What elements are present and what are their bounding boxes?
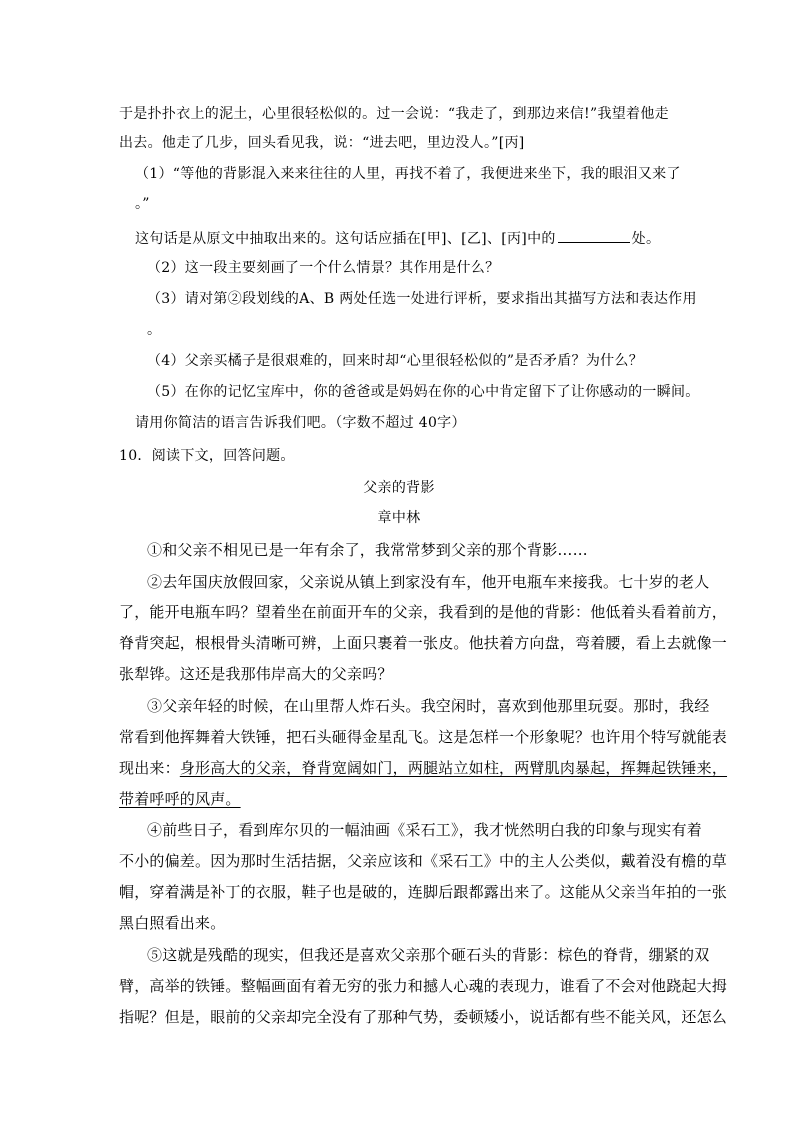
underlined-passage: 带着呼呼的风声。 [119,790,241,808]
article-title: 父亲的背影 [363,480,435,496]
paragraph-3-line [119,789,679,809]
article-author: 章中林 [377,510,421,526]
paragraph-3-line [119,758,728,778]
paragraph-5-line: ⑤这就是残酷的现实，但我还是喜欢父亲那个砸石头的背影：棕色的脊背，绷紧的双 [147,946,710,964]
question-4: （4）父亲买橘子是很艰难的，回来时却“心里很轻松似的”是否矛盾？为什么？ [147,353,644,369]
paragraph-4-line: 黑白照看出来。 [119,914,226,932]
paragraph-2-line: ②去年国庆放假回家，父亲说从镇上到家没有车，他开电瓶车来接我。七十岁的老人 [147,573,710,591]
paragraph-2-line: 脊背突起，根根骨头清晰可辨，上面只裹着一张皮。他扶着方向盘，弯着腰，看上去就像一 [119,634,728,652]
paragraph-2-line: 了，能开电瓶车吗？望着坐在前面开车的父亲，我看到的是他的背影：他低着头看着前方， [119,603,728,621]
question-3-line: 。 [147,322,162,338]
paragraph-5-line: 指呢？但是，眼前的父亲却完全没有了那种气势，委顿矮小，说话都有些不能关风，还怎么 [119,1008,728,1026]
paragraph-5-line: 臂，高举的铁锤。整幅画面有着无穷的张力和撼人心魂的表现力，谁看了不会对他跷起大拇 [119,977,728,995]
paragraph-4-line: ④前些日子，看到库尔贝的一幅油画《采石工》，我才恍然明白我的印象与现实有着 [147,821,702,839]
item-10-heading: 10．阅读下文，回答问题。 [119,448,295,464]
question-1-text: 处。 [631,231,661,247]
paragraph-4-line: 不小的偏差。因为那时生活拮据，父亲应该和《采石工》中的主人公类似，戴着没有檐的草 [119,852,728,870]
question-5-line: 请用你简洁的语言告诉我们吧。（字数不超过 40字） [135,415,466,431]
question-2: （2）这一段主要刻画了一个什么情景？其作用是什么？ [147,260,500,276]
question-1-text: 这句话是从原文中抽取出来的。这句话应插在[甲]、[乙]、[丙]中的 [135,231,556,247]
text-line: 出去。他走了几步，回头看见我，说：“进去吧，里边没人。”[丙] [119,135,525,151]
paragraph-2-line: 张犁铧。这还是我那伟岸高大的父亲吗？ [119,665,393,683]
text-line: 于是扑扑衣上的泥土，心里很轻松似的。过一会说：“我走了，到那边来信!”我望着他走 [119,106,669,122]
paragraph-3-line: 常看到他挥舞着大铁锤，把石头砸得金星乱飞。这是怎样一个形象呢？也许用个特写就能表 [119,728,728,746]
paragraph-3-line: ③父亲年轻的时候，在山里帮人炸石头。我空闲时，喜欢到他那里玩耍。那时，我经 [147,697,710,715]
question-1-line: （1）“等他的背影混入来来往往的人里，再找不着了，我便进来坐下，我的眼泪又来了 [135,166,681,182]
paragraph-1: ①和父亲不相见已是一年有余了，我常常梦到父亲的那个背影…… [147,541,588,559]
paragraph-3-text: 现出来： [119,759,180,777]
question-3-line: （3）请对第②段划线的A、B 两处任选一处进行评析，要求指出其描写方法和表达作用 [147,291,697,307]
paragraph-4-line: 帽，穿着满是补丁的衣服，鞋子也是破的，连脚后跟都露出来了。这能从父亲当年拍的一张 [119,883,728,901]
question-1-line [135,228,695,249]
answer-blank[interactable] [558,228,630,243]
question-5-line: （5）在你的记忆宝库中，你的爸爸或是妈妈在你的心中肯定留下了让你感动的一瞬间。 [147,384,700,400]
question-1-line: 。” [135,196,150,212]
underlined-passage: 身形高大的父亲，脊背宽阔如门，两腿站立如柱，两臂肌肉暴起，挥舞起铁锤来， [179,759,728,777]
